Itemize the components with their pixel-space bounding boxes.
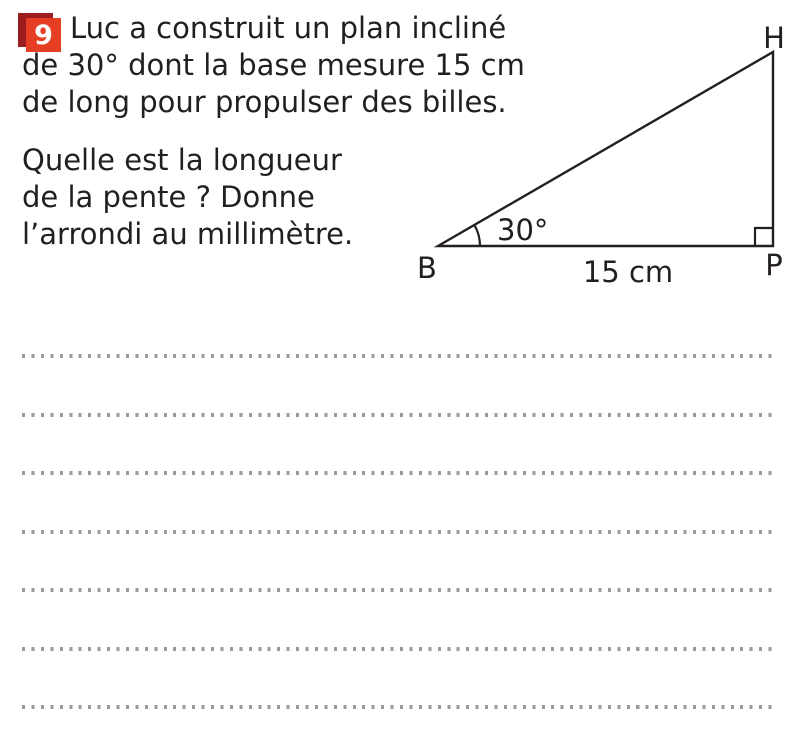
question-line-3: l’arrondi au millimètre.	[22, 217, 354, 251]
triangle-diagram	[410, 10, 800, 290]
statement-line-2: de 30° dont la base mesure 15 cm	[22, 48, 525, 82]
answer-line[interactable]	[22, 471, 778, 475]
triangle-svg	[410, 10, 800, 290]
question-line-1: Quelle est la longueur	[22, 143, 342, 177]
question-line-2: de la pente ? Donne	[22, 180, 315, 214]
statement-paragraph	[22, 10, 525, 121]
right-angle-marker	[755, 228, 773, 246]
answer-line[interactable]	[22, 530, 778, 534]
statement-line-3: de long pour propulser des billes.	[22, 85, 507, 119]
exercise-number: 9	[34, 19, 53, 51]
answer-line[interactable]	[22, 413, 778, 417]
answer-area	[22, 354, 778, 709]
vertex-label-p: P	[765, 248, 783, 282]
answer-line[interactable]	[22, 705, 778, 709]
answer-line[interactable]	[22, 354, 778, 358]
question-paragraph	[22, 142, 462, 253]
base-length-label: 15 cm	[582, 255, 674, 289]
triangle-outline	[438, 52, 773, 246]
statement-line-1: Luc a construit un plan incliné	[70, 11, 507, 45]
angle-arc	[474, 225, 480, 246]
answer-line[interactable]	[22, 588, 778, 592]
vertex-label-b: B	[417, 251, 437, 285]
answer-line[interactable]	[22, 647, 778, 651]
exercise-text-block	[22, 10, 525, 253]
angle-value-label: 30°	[497, 213, 549, 247]
vertex-label-h: H	[763, 21, 785, 55]
